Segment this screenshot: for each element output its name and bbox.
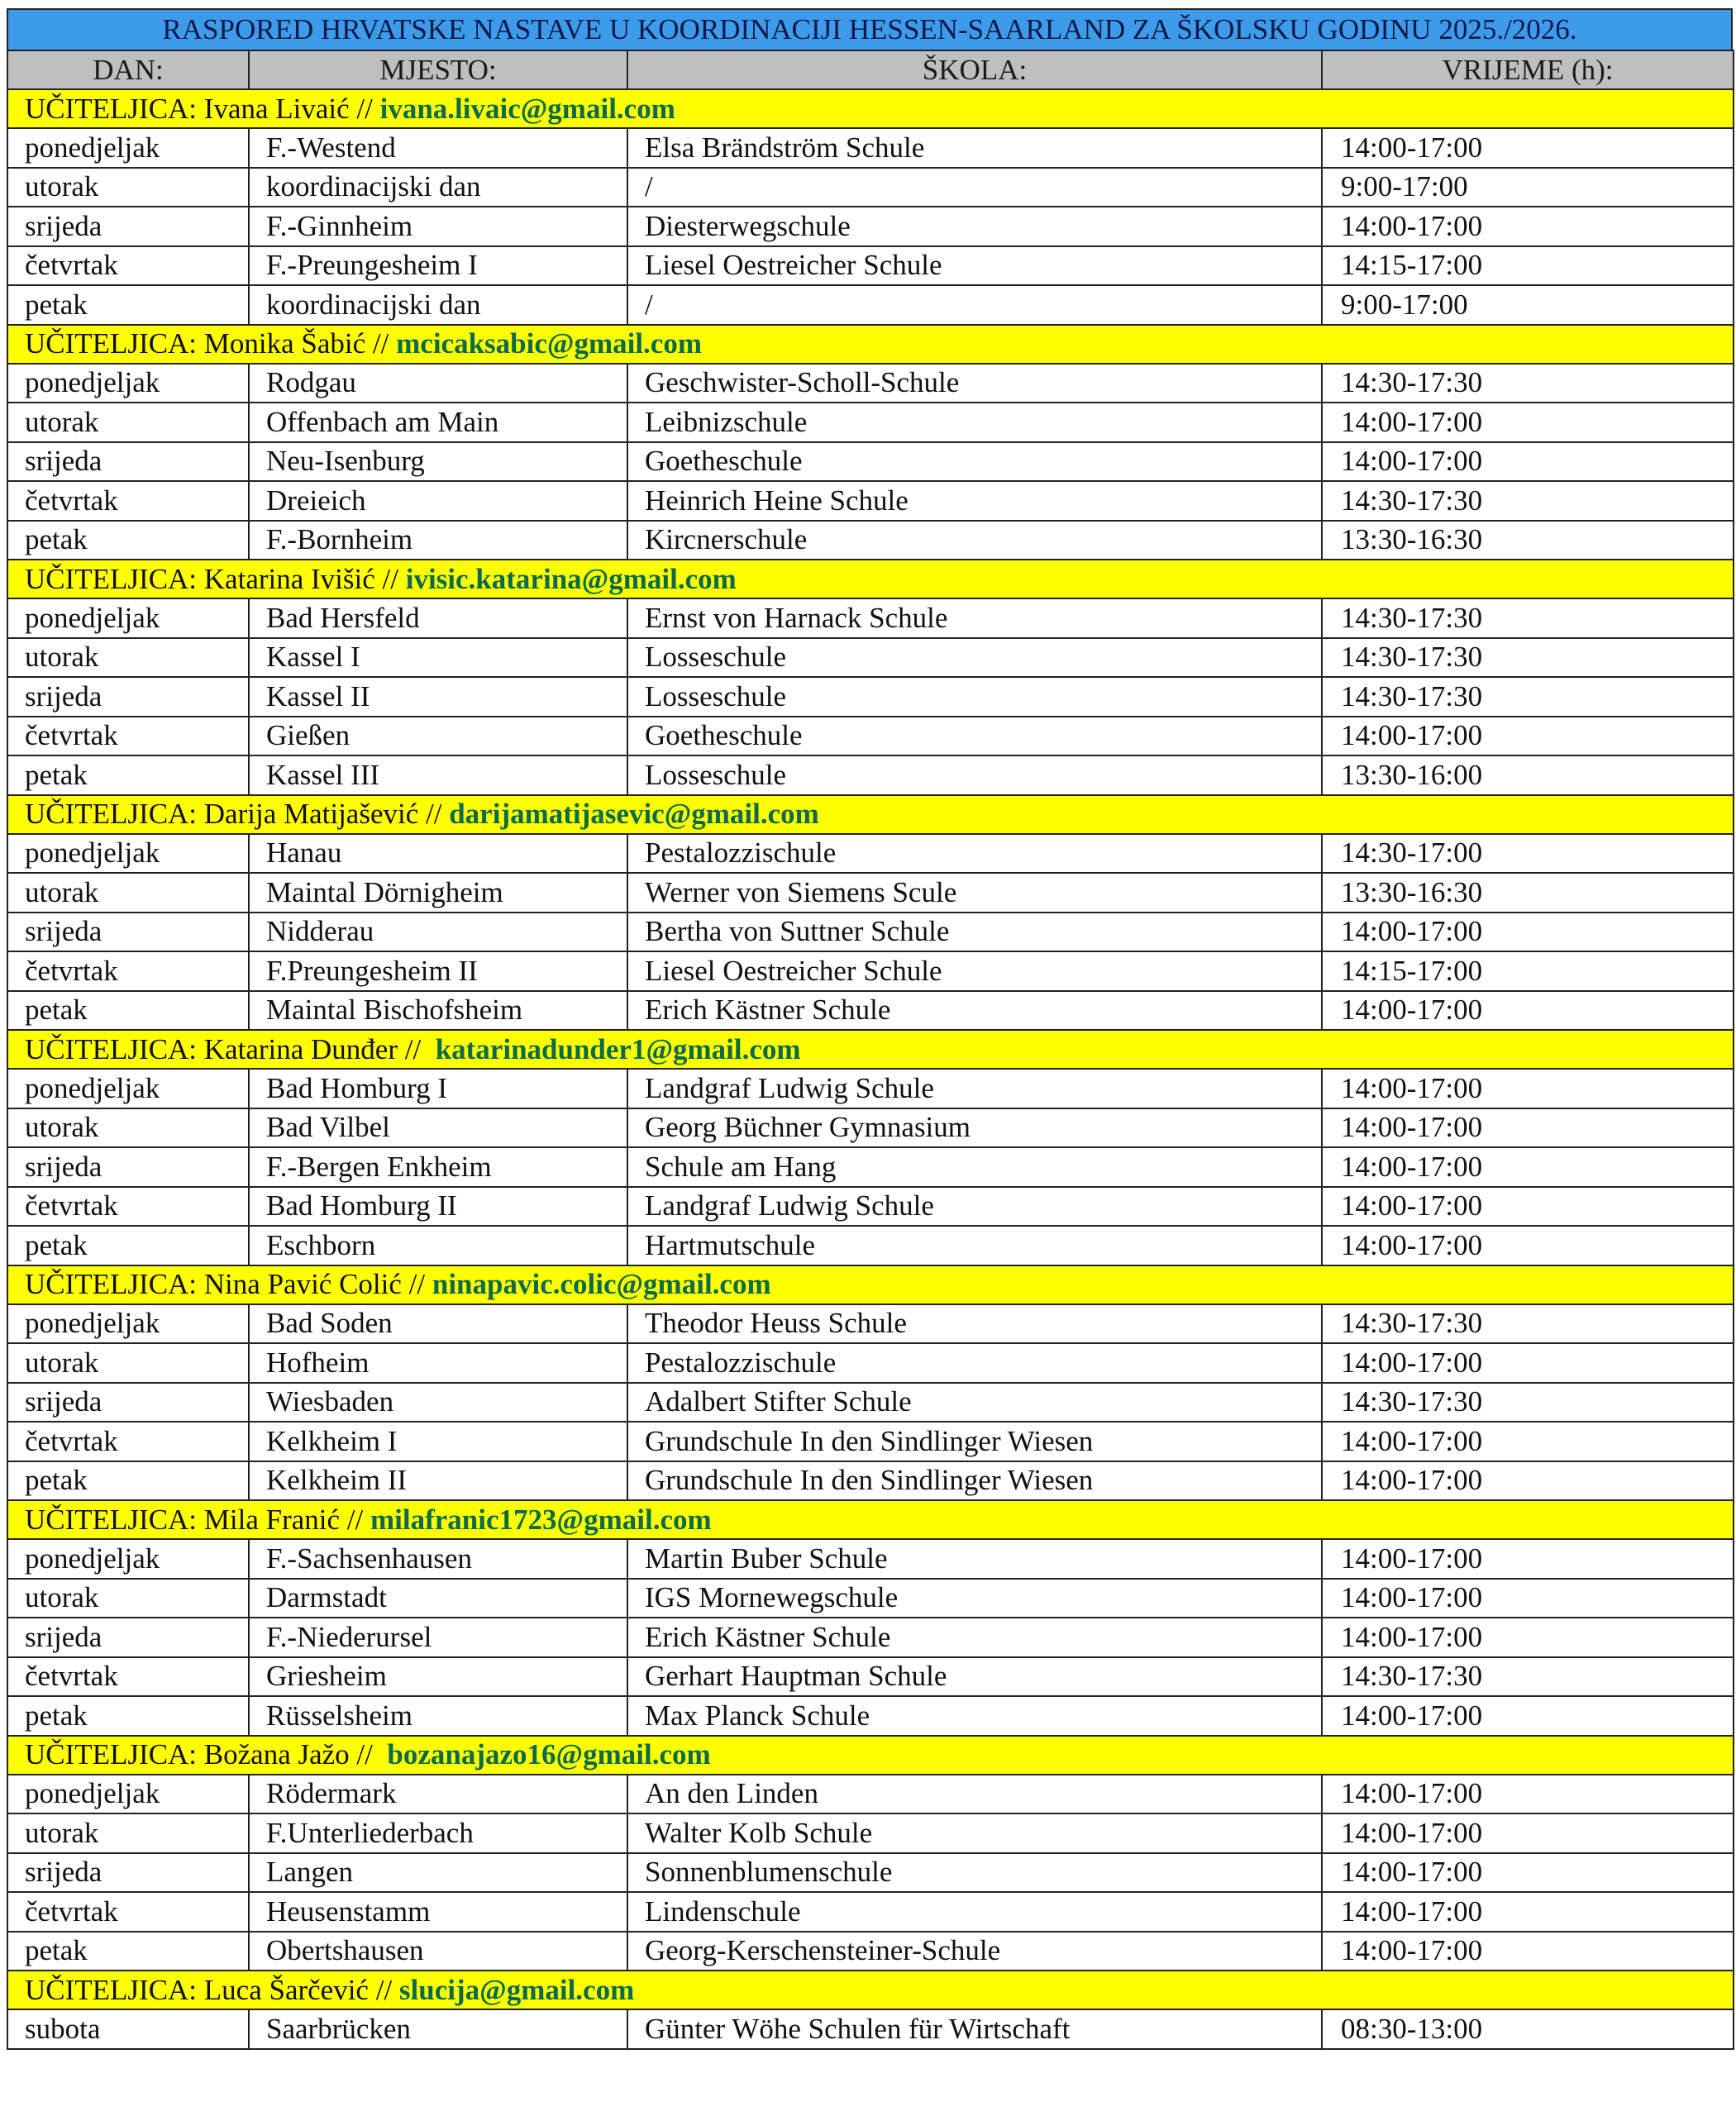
cell-day: četvrtak [7, 246, 249, 286]
cell-place: Obertshausen [249, 1932, 627, 1971]
cell-time: 14:00-17:00 [1322, 1813, 1734, 1853]
teacher-email-link[interactable]: slucija@gmail.com [398, 1973, 635, 2006]
cell-school: Landgraf Ludwig Schule [627, 1187, 1322, 1227]
teacher-email-link[interactable]: ninapavic.colic@gmail.com [432, 1268, 771, 1300]
table-row [7, 1813, 1734, 1853]
cell-place: Bad Homburg II [249, 1187, 627, 1227]
cell-day: petak [7, 521, 249, 560]
cell-place: koordinacijski dan [249, 168, 627, 207]
teacher-email-link[interactable]: bozanajazo16@gmail.com [387, 1738, 711, 1770]
cell-time: 13:30-16:00 [1322, 755, 1734, 795]
cell-day: subota [7, 2009, 249, 2049]
table-row [7, 1147, 1734, 1187]
cell-time: 14:00-17:00 [1322, 913, 1734, 952]
cell-place: Wiesbaden [249, 1383, 627, 1423]
cell-time: 13:30-16:30 [1322, 521, 1734, 560]
cell-time: 14:00-17:00 [1322, 403, 1734, 442]
cell-time: 14:30-17:30 [1322, 598, 1734, 638]
cell-day: ponedjeljak [7, 128, 249, 168]
teacher-row [7, 1971, 1734, 2009]
table-row [7, 1892, 1734, 1932]
cell-school: Losseschule [627, 755, 1322, 795]
table-row [7, 207, 1734, 246]
cell-school: Leibnizschule [627, 403, 1322, 442]
cell-school: Elsa Brändström Schule [627, 128, 1322, 168]
table-row [7, 1775, 1734, 1814]
cell-place: Rüsselsheim [249, 1696, 627, 1736]
cell-time: 14:15-17:00 [1322, 951, 1734, 991]
table-row [7, 1187, 1734, 1227]
cell-time: 14:00-17:00 [1322, 1775, 1734, 1814]
teacher-label: UČITELJICA: Mila Franić // [25, 1503, 371, 1536]
cell-time: 14:15-17:00 [1322, 246, 1734, 286]
cell-school: Losseschule [627, 638, 1322, 678]
cell-time: 14:30-17:30 [1322, 1383, 1734, 1423]
table-row [7, 677, 1734, 717]
cell-school: Geschwister-Scholl-Schule [627, 364, 1322, 403]
cell-time: 9:00-17:00 [1322, 285, 1734, 325]
cell-day: petak [7, 1461, 249, 1501]
cell-place: Kassel I [249, 638, 627, 678]
teacher-email-link[interactable]: katarinadunder1@gmail.com [435, 1032, 801, 1065]
cell-time: 14:00-17:00 [1322, 1187, 1734, 1227]
cell-time: 14:00-17:00 [1322, 717, 1734, 756]
table-row [7, 873, 1734, 913]
cell-day: ponedjeljak [7, 1539, 249, 1579]
table-row [7, 1853, 1734, 1893]
cell-time: 14:00-17:00 [1322, 1147, 1734, 1187]
cell-day: četvrtak [7, 1422, 249, 1461]
teacher-row [7, 1265, 1734, 1304]
teacher-row [7, 1500, 1734, 1539]
teacher-row [7, 1030, 1734, 1069]
table-row [7, 1657, 1734, 1697]
cell-school: Liesel Oestreicher Schule [627, 246, 1322, 286]
cell-place: Rödermark [249, 1775, 627, 1814]
cell-day: utorak [7, 1579, 249, 1618]
cell-place: Maintal Bischofsheim [249, 991, 627, 1031]
schedule-body [7, 89, 1734, 2049]
cell-place: Eschborn [249, 1226, 627, 1265]
cell-day: utorak [7, 403, 249, 442]
cell-school: / [627, 285, 1322, 325]
cell-day: srijeda [7, 1147, 249, 1187]
cell-place: Bad Hersfeld [249, 598, 627, 638]
cell-place: Hofheim [249, 1343, 627, 1383]
cell-school: Bertha von Suttner Schule [627, 913, 1322, 952]
teacher-label: UČITELJICA: Nina Pavić Colić // [25, 1268, 432, 1300]
cell-day: utorak [7, 1108, 249, 1148]
cell-place: F.Unterliederbach [249, 1813, 627, 1853]
table-row [7, 364, 1734, 403]
teacher-cell [7, 1030, 1734, 1069]
cell-time: 14:00-17:00 [1322, 1892, 1734, 1932]
teacher-label: UČITELJICA: Ivana Livaić // [25, 92, 380, 125]
cell-time: 14:00-17:00 [1322, 1461, 1734, 1501]
header-vrijeme: VRIJEME (h): [1322, 50, 1734, 89]
cell-place: Gießen [249, 717, 627, 756]
cell-time: 14:00-17:00 [1322, 991, 1734, 1031]
cell-school: Adalbert Stifter Schule [627, 1383, 1322, 1423]
table-row [7, 1108, 1734, 1148]
cell-time: 14:00-17:00 [1322, 1932, 1734, 1971]
cell-place: F.-Bergen Enkheim [249, 1147, 627, 1187]
teacher-cell [7, 1265, 1734, 1304]
cell-day: petak [7, 755, 249, 795]
cell-day: petak [7, 991, 249, 1031]
cell-place: F.-Bornheim [249, 521, 627, 560]
cell-time: 13:30-16:30 [1322, 873, 1734, 913]
cell-school: Walter Kolb Schule [627, 1813, 1322, 1853]
cell-time: 14:00-17:00 [1322, 1108, 1734, 1148]
teacher-cell [7, 560, 1734, 598]
schedule-table [7, 50, 1734, 2050]
cell-day: srijeda [7, 442, 249, 482]
teacher-email-link[interactable]: milafranic1723@gmail.com [370, 1503, 712, 1536]
cell-place: F.-Niederursel [249, 1618, 627, 1657]
cell-time: 14:00-17:00 [1322, 1696, 1734, 1736]
cell-school: Schule am Hang [627, 1147, 1322, 1187]
teacher-row [7, 89, 1734, 128]
cell-day: ponedjeljak [7, 834, 249, 874]
cell-place: Nidderau [249, 913, 627, 952]
cell-place: Kelkheim II [249, 1461, 627, 1501]
cell-school: Kircnerschule [627, 521, 1322, 560]
cell-place: Bad Soden [249, 1304, 627, 1344]
teacher-cell [7, 1736, 1734, 1775]
cell-school: Landgraf Ludwig Schule [627, 1069, 1322, 1108]
table-row [7, 1932, 1734, 1971]
cell-day: srijeda [7, 677, 249, 717]
table-row [7, 1579, 1734, 1618]
table-row [7, 951, 1734, 991]
cell-day: srijeda [7, 913, 249, 952]
table-row [7, 403, 1734, 442]
table-row [7, 1383, 1734, 1423]
table-row [7, 481, 1734, 521]
table-row [7, 834, 1734, 874]
cell-day: srijeda [7, 207, 249, 246]
cell-school: Georg-Kerschensteiner-Schule [627, 1932, 1322, 1971]
cell-day: četvrtak [7, 1187, 249, 1227]
teacher-label: UČITELJICA: Katarina Dunđer // [25, 1032, 436, 1065]
cell-school: Max Planck Schule [627, 1696, 1322, 1736]
cell-place: F.-Preungesheim I [249, 246, 627, 286]
table-row [7, 1422, 1734, 1461]
cell-school: Grundschule In den Sindlinger Wiesen [627, 1422, 1322, 1461]
cell-time: 14:00-17:00 [1322, 442, 1734, 482]
cell-place: koordinacijski dan [249, 285, 627, 325]
table-row [7, 1226, 1734, 1265]
teacher-email-link[interactable]: mcicaksabic@gmail.com [396, 327, 702, 360]
table-row [7, 991, 1734, 1031]
cell-school: Sonnenblumenschule [627, 1853, 1322, 1893]
teacher-cell [7, 795, 1734, 834]
cell-school: Georg Büchner Gymnasium [627, 1108, 1322, 1148]
document-title: RASPORED HRVATSKE NASTAVE U KOORDINACIJI HESSEN-SAARLAND ZA ŠKOLSKU GODINU 2025./2026. [7, 8, 1733, 50]
teacher-label: UČITELJICA: Monika Šabić // [25, 327, 397, 360]
cell-place: F.-Ginnheim [249, 207, 627, 246]
table-row [7, 521, 1734, 560]
cell-school: Erich Kästner Schule [627, 1618, 1322, 1657]
cell-day: srijeda [7, 1383, 249, 1423]
header-dan: DAN: [7, 50, 249, 89]
cell-day: utorak [7, 638, 249, 678]
table-row [7, 1461, 1734, 1501]
table-row [7, 1696, 1734, 1736]
cell-day: ponedjeljak [7, 1304, 249, 1344]
cell-place: Heusenstamm [249, 1892, 627, 1932]
table-row [7, 755, 1734, 795]
cell-place: Maintal Dörnigheim [249, 873, 627, 913]
cell-time: 14:00-17:00 [1322, 1343, 1734, 1383]
cell-place: Hanau [249, 834, 627, 874]
cell-school: Pestalozzischule [627, 834, 1322, 874]
cell-time: 14:00-17:00 [1322, 1618, 1734, 1657]
cell-place: Kassel II [249, 677, 627, 717]
teacher-email-link[interactable]: ivana.livaic@gmail.com [379, 92, 675, 125]
table-row [7, 1304, 1734, 1344]
cell-school: Lindenschule [627, 1892, 1322, 1932]
table-row [7, 2009, 1734, 2049]
cell-school: Goetheschule [627, 717, 1322, 756]
teacher-row [7, 325, 1734, 364]
cell-place: F.Preungesheim II [249, 951, 627, 991]
cell-place: Bad Vilbel [249, 1108, 627, 1148]
cell-school: Goetheschule [627, 442, 1322, 482]
table-row [7, 1343, 1734, 1383]
cell-school: IGS Mornewegschule [627, 1579, 1322, 1618]
cell-day: četvrtak [7, 951, 249, 991]
teacher-cell [7, 1500, 1734, 1539]
cell-school: Ernst von Harnack Schule [627, 598, 1322, 638]
cell-day: ponedjeljak [7, 364, 249, 403]
cell-day: petak [7, 285, 249, 325]
teacher-label: UČITELJICA: Darija Matijašević // [25, 798, 450, 830]
cell-day: četvrtak [7, 481, 249, 521]
cell-time: 14:30-17:30 [1322, 1657, 1734, 1697]
cell-place: Kelkheim I [249, 1422, 627, 1461]
cell-place: Griesheim [249, 1657, 627, 1697]
schedule-sheet [7, 8, 1733, 2050]
cell-day: petak [7, 1696, 249, 1736]
table-row [7, 168, 1734, 207]
cell-time: 14:00-17:00 [1322, 1579, 1734, 1618]
table-row [7, 442, 1734, 482]
cell-time: 14:30-17:30 [1322, 638, 1734, 678]
cell-place: Kassel III [249, 755, 627, 795]
table-row [7, 1539, 1734, 1579]
cell-place: F.-Westend [249, 128, 627, 168]
cell-time: 08:30-13:00 [1322, 2009, 1734, 2049]
cell-school: Diesterwegschule [627, 207, 1322, 246]
table-row [7, 638, 1734, 678]
cell-school: Werner von Siemens Scule [627, 873, 1322, 913]
cell-day: četvrtak [7, 1892, 249, 1932]
cell-day: ponedjeljak [7, 1775, 249, 1814]
cell-school: Erich Kästner Schule [627, 991, 1322, 1031]
cell-school: Theodor Heuss Schule [627, 1304, 1322, 1344]
cell-time: 14:00-17:00 [1322, 1226, 1734, 1265]
cell-day: četvrtak [7, 1657, 249, 1697]
cell-time: 14:30-17:30 [1322, 677, 1734, 717]
cell-day: srijeda [7, 1618, 249, 1657]
table-row [7, 128, 1734, 168]
cell-place: Dreieich [249, 481, 627, 521]
cell-time: 14:30-17:00 [1322, 834, 1734, 874]
cell-time: 14:00-17:00 [1322, 1539, 1734, 1579]
cell-place: Bad Homburg I [249, 1069, 627, 1108]
cell-place: Neu-Isenburg [249, 442, 627, 482]
cell-time: 14:00-17:00 [1322, 1069, 1734, 1108]
cell-time: 14:30-17:30 [1322, 481, 1734, 521]
cell-place: Darmstadt [249, 1579, 627, 1618]
table-row [7, 285, 1734, 325]
header-row [7, 50, 1734, 89]
cell-day: utorak [7, 168, 249, 207]
cell-place: Rodgau [249, 364, 627, 403]
cell-place: F.-Sachsenhausen [249, 1539, 627, 1579]
header-mjesto: MJESTO: [249, 50, 627, 89]
table-row [7, 717, 1734, 756]
cell-time: 14:30-17:30 [1322, 1304, 1734, 1344]
teacher-label: UČITELJICA: Božana Jažo // [25, 1738, 388, 1770]
cell-school: Hartmutschule [627, 1226, 1322, 1265]
teacher-email-link[interactable]: darijamatijasevic@gmail.com [449, 798, 819, 830]
cell-day: utorak [7, 1343, 249, 1383]
cell-place: Saarbrücken [249, 2009, 627, 2049]
teacher-row [7, 1736, 1734, 1775]
cell-day: ponedjeljak [7, 598, 249, 638]
cell-time: 14:00-17:00 [1322, 1422, 1734, 1461]
teacher-cell [7, 89, 1734, 128]
cell-time: 14:00-17:00 [1322, 1853, 1734, 1893]
table-row [7, 246, 1734, 286]
cell-time: 14:30-17:30 [1322, 364, 1734, 403]
cell-school: Heinrich Heine Schule [627, 481, 1322, 521]
cell-time: 14:00-17:00 [1322, 207, 1734, 246]
cell-day: petak [7, 1932, 249, 1971]
table-row [7, 913, 1734, 952]
cell-school: Gerhart Hauptman Schule [627, 1657, 1322, 1697]
header-skola: ŠKOLA: [627, 50, 1322, 89]
teacher-label: UČITELJICA: Katarina Ivišić // [25, 562, 406, 595]
cell-place: Langen [249, 1853, 627, 1893]
teacher-cell [7, 1971, 1734, 2009]
teacher-email-link[interactable]: ivisic.katarina@gmail.com [405, 562, 737, 595]
cell-place: Offenbach am Main [249, 403, 627, 442]
table-row [7, 1618, 1734, 1657]
teacher-cell [7, 325, 1734, 364]
teacher-label: UČITELJICA: Luca Šarčević // [25, 1973, 399, 2006]
cell-school: Martin Buber Schule [627, 1539, 1322, 1579]
table-row [7, 598, 1734, 638]
cell-school: Pestalozzischule [627, 1343, 1322, 1383]
cell-time: 14:00-17:00 [1322, 128, 1734, 168]
cell-day: srijeda [7, 1853, 249, 1893]
cell-time: 9:00-17:00 [1322, 168, 1734, 207]
cell-school: An den Linden [627, 1775, 1322, 1814]
cell-school: Losseschule [627, 677, 1322, 717]
teacher-row [7, 560, 1734, 598]
cell-school: / [627, 168, 1322, 207]
cell-day: utorak [7, 1813, 249, 1853]
cell-school: Liesel Oestreicher Schule [627, 951, 1322, 991]
table-row [7, 1069, 1734, 1108]
cell-day: ponedjeljak [7, 1069, 249, 1108]
cell-day: utorak [7, 873, 249, 913]
cell-day: četvrtak [7, 717, 249, 756]
cell-day: petak [7, 1226, 249, 1265]
cell-school: Günter Wöhe Schulen für Wirtschaft [627, 2009, 1322, 2049]
teacher-row [7, 795, 1734, 834]
cell-school: Grundschule In den Sindlinger Wiesen [627, 1461, 1322, 1501]
